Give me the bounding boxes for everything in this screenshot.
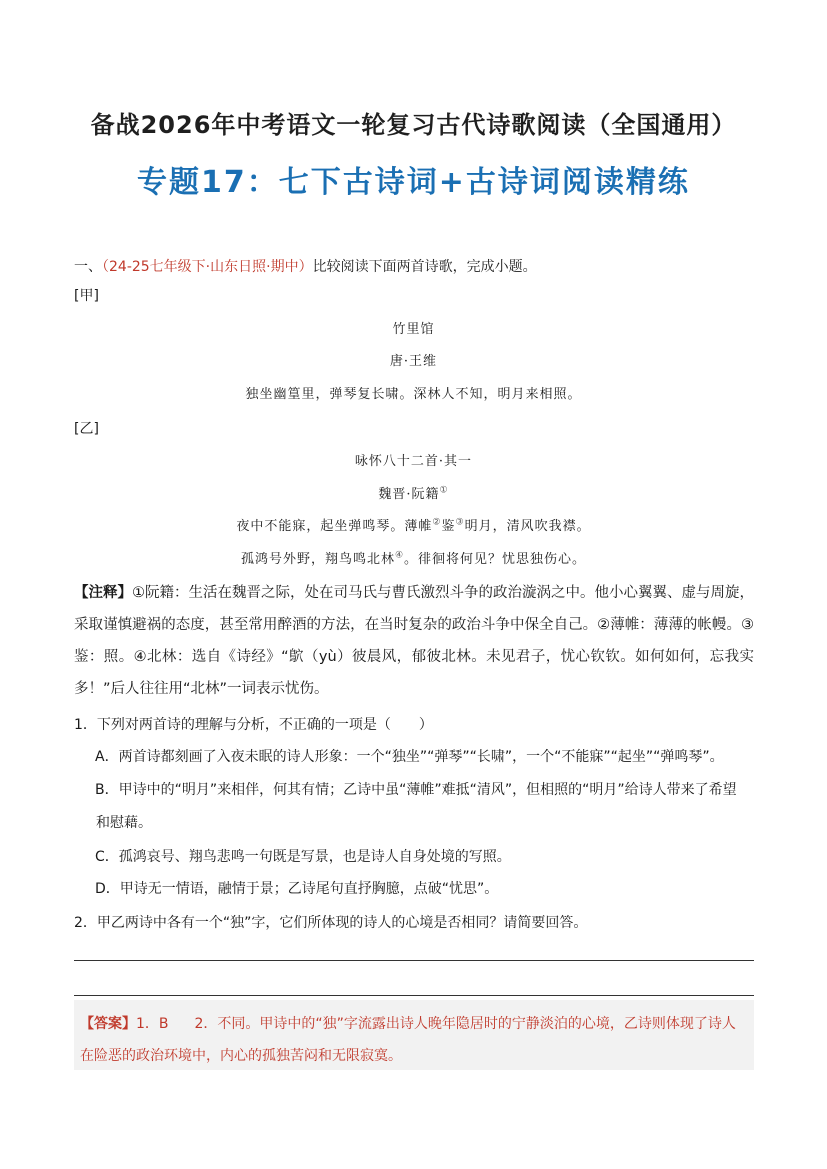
- answer-2-line-1: 2．不同。甲诗中的“独”字流露出诗人晚年隐居时的宁静淡泊的心境，乙诗则体现了诗人: [194, 1016, 736, 1032]
- footnote-marker: ①: [439, 485, 449, 496]
- question-number: 一、: [74, 259, 102, 275]
- question-1-stem: 1．下列对两首诗的理解与分析，不正确的一项是（ ）: [74, 717, 433, 733]
- poem-a-line: 独坐幽篁里，弹琴复长啸。深林人不知，明月来相照。: [245, 387, 582, 402]
- answer-line-2[interactable]: [74, 995, 754, 996]
- answer-2-line-2: 在险恶的政治环境中，内心的孤独苦闷和无限寂寞。: [80, 1048, 402, 1064]
- question-source: （24-25七年级下·山东日照·期中）: [102, 259, 313, 275]
- question-instruction: 比较阅读下面两首诗歌，完成小题。: [312, 259, 537, 275]
- answer-label: 【答案】: [80, 1016, 136, 1032]
- poem-b-line-2: [0, 548, 827, 567]
- footnote-marker: ④: [394, 550, 405, 561]
- option-b-continued: 和慰藉。: [96, 815, 152, 831]
- poem-b-text: 明月，清风吹我襟。: [464, 519, 591, 534]
- annotation-block: [74, 577, 754, 705]
- question-heading: [74, 256, 537, 276]
- option-b: B．甲诗中的“明月”来相伴，何其有情；乙诗中虽“薄帷”难抵“清风”，但相照的“明月”给诗人带来了希望: [95, 782, 737, 798]
- poem-b-author: [0, 483, 827, 502]
- answer-1: 1．B: [136, 1016, 169, 1032]
- question-2-stem: 2．甲乙两诗中各有一个“独”字，它们所体现的诗人的心境是否相同？请简要回答。: [74, 915, 588, 931]
- poem-b-text: 孤鸿号外野，翔鸟鸣北林: [240, 552, 395, 567]
- poem-b-author-name: 魏晋·阮籍: [378, 487, 440, 502]
- poem-a-mark: [甲]: [74, 288, 99, 304]
- poem-a-author: 唐·王维: [389, 354, 438, 369]
- footnote-marker: ③: [455, 517, 465, 528]
- poem-b-text: 。徘徊将何见？忧思独伤心。: [404, 552, 587, 567]
- poem-b-text: 夜中不能寐，起坐弹鸣琴。薄帷: [236, 519, 433, 534]
- annotation-label: 【注释】: [74, 585, 132, 601]
- topic-title: 专题17：七下古诗词+古诗词阅读精练: [137, 165, 690, 200]
- option-c: C．孤鸿哀号、翔鸟悲鸣一句既是写景，也是诗人自身处境的写照。: [95, 849, 511, 865]
- answer-box: [74, 1000, 754, 1070]
- poem-b-mark: [乙]: [74, 421, 99, 437]
- poem-a-title: 竹里馆: [392, 322, 435, 337]
- answer-text: [74, 1000, 754, 1072]
- option-a: A．两首诗都刻画了入夜未眠的诗人形象：一个“独坐”“弹琴”“长啸”，一个“不能寐”“起坐”“弹鸣琴”。: [95, 749, 724, 765]
- poem-b-title: 咏怀八十二首·其一: [354, 454, 473, 469]
- footnote-marker: ②: [432, 517, 442, 528]
- annotation-text: ①阮籍：生活在魏晋之际，处在司马氏与曹氏激烈斗争的政治漩涡之中。他小心翼翼、虚与周旋，采取谨慎避祸的态度，甚至常用醉酒的方法，在当时复杂的政治斗争中保全自己。②薄帷：薄薄的帐幔。③鉴：照。④北林：选自《诗经》“鴥（yù）彼晨风，郁彼北林。未见君子，忧心钦钦。如何如何，忘我实多！”后人往往用“北林”一词表示忧伤。: [74, 585, 754, 697]
- poem-b-line-1: [0, 515, 827, 534]
- answer-line-1[interactable]: [74, 960, 754, 961]
- option-d: D．甲诗无一情语，融情于景；乙诗尾句直抒胸臆，点破“忧思”。: [95, 881, 499, 897]
- poem-b-text: 鉴: [441, 519, 456, 534]
- document-title: 备战2026年中考语文一轮复习古代诗歌阅读（全国通用）: [90, 111, 737, 139]
